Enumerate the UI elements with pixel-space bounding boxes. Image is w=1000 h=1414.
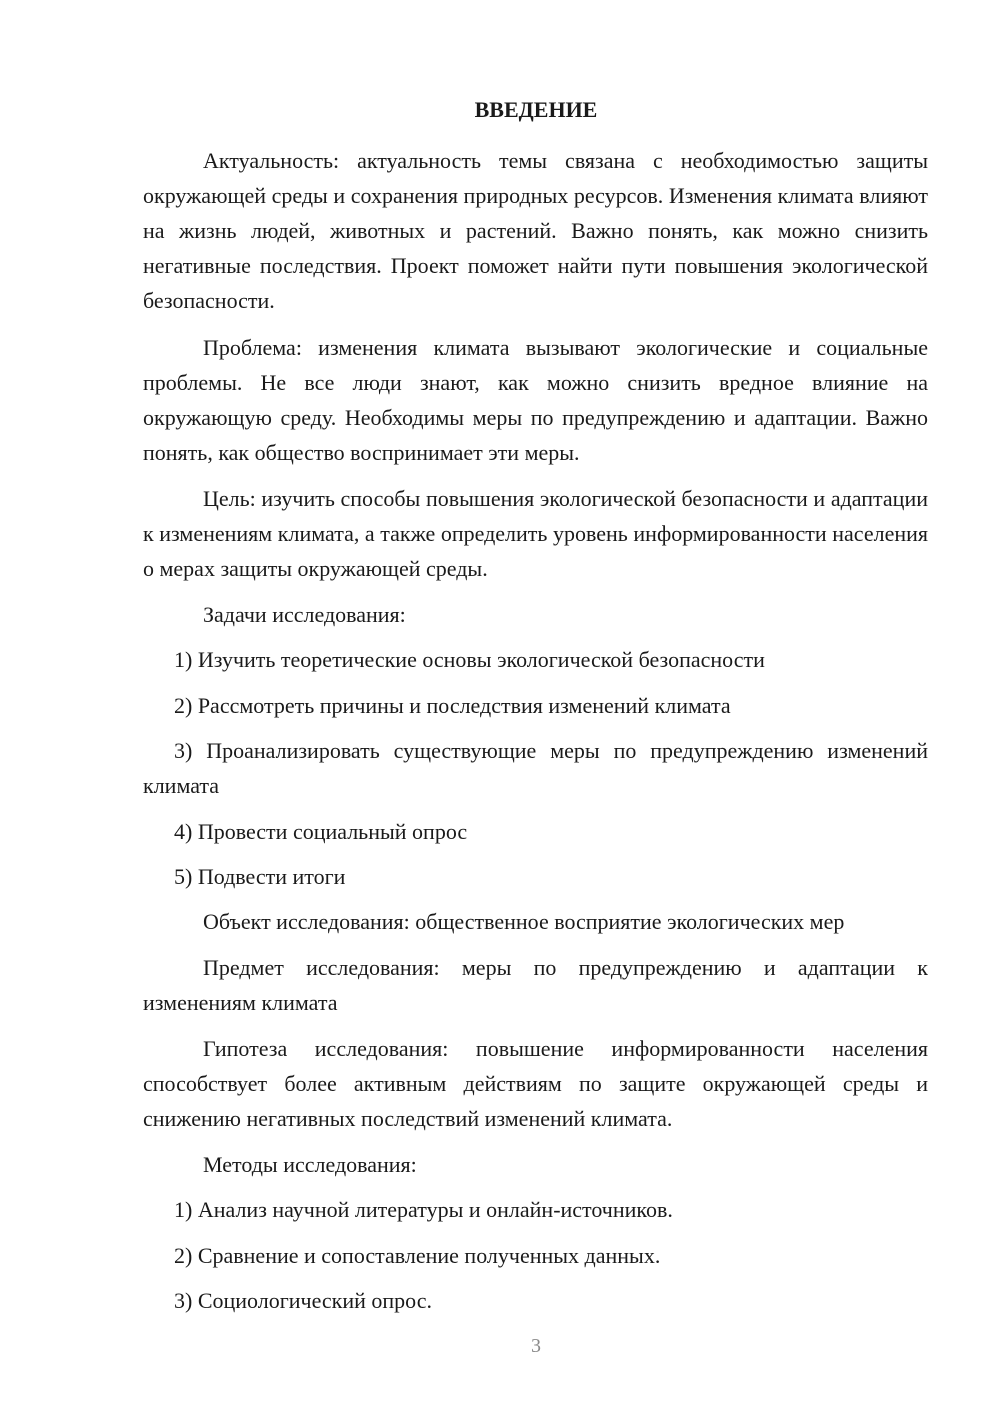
task-item-5: 5) Подвести итоги <box>174 864 346 889</box>
task-item-1: 1) Изучить теоретические основы экологической безопасности <box>174 647 765 672</box>
object-paragraph: Объект исследования: общественное восприятие экологических мер <box>203 909 845 934</box>
relevance-paragraph: Актуальность: актуальность темы связана с необходимостью защиты окружающей среды и сохранения природных ресурсов. Изменения климата влияют на жизнь людей, животных и растений. Важно понять, как можно снизить негативные последствия. Проект поможет найти пути повышения экологической безопасности. <box>143 148 928 313</box>
method-item-2: 2) Сравнение и сопоставление полученных данных. <box>174 1243 661 1268</box>
tasks-title: Задачи исследования: <box>203 602 406 627</box>
hypothesis-paragraph: Гипотеза исследования: повышение информированности населения способствует более активным действиям по защите окружающей среды и снижению негативных последствий изменений климата. <box>143 1036 928 1131</box>
task-item-3: 3) Проанализировать существующие меры по предупреждению изменений климата <box>143 738 928 798</box>
method-item-1: 1) Анализ научной литературы и онлайн-источников. <box>174 1197 673 1222</box>
subject-paragraph: Предмет исследования: меры по предупреждению и адаптации к изменениям климата <box>143 955 928 1015</box>
page-number: 3 <box>531 1335 541 1357</box>
problem-paragraph: Проблема: изменения климата вызывают экологические и социальные проблемы. Не все люди знают, как можно снизить вредное влияние на окружающую среду. Необходимы меры по предупреждению и адаптации. Важно понять, как общество воспринимает эти меры. <box>143 335 928 465</box>
method-item-3: 3) Социологический опрос. <box>174 1288 432 1313</box>
task-item-4: 4) Провести социальный опрос <box>174 819 468 844</box>
goal-paragraph: Цель: изучить способы повышения экологической безопасности и адаптации к изменениям климата, а также определить уровень информированности населения о мерах защиты окружающей среды. <box>143 486 928 581</box>
section-heading: ВВЕДЕНИЕ <box>474 97 598 122</box>
task-item-2: 2) Рассмотреть причины и последствия изменений климата <box>174 693 731 718</box>
methods-title: Методы исследования: <box>203 1152 417 1177</box>
